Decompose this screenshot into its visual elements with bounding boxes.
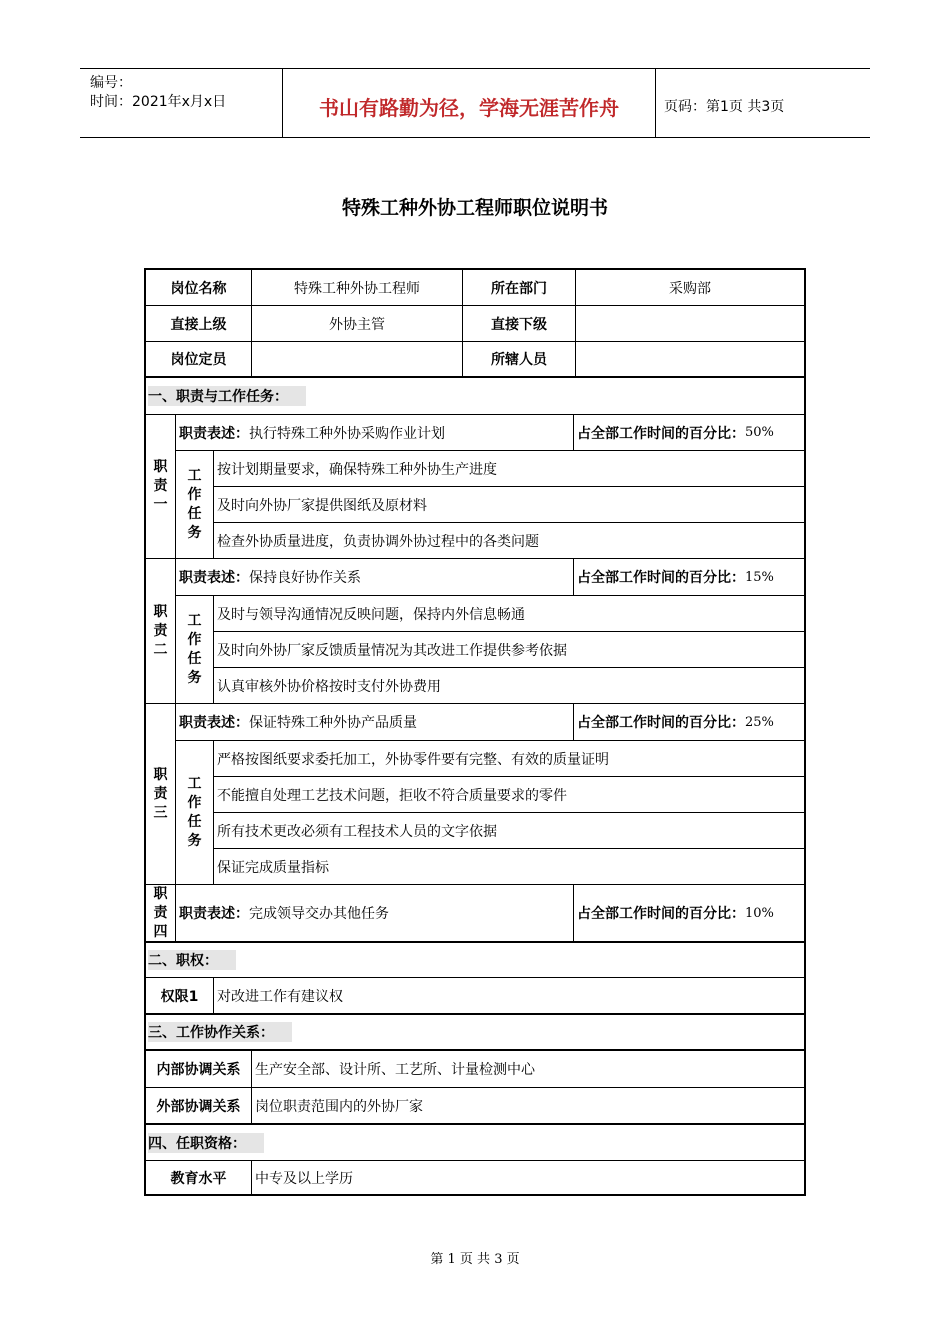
section-authority-title: 二、职权： — [148, 950, 236, 970]
subordinate-label: 直接下级 — [463, 306, 576, 342]
section-authority-header — [146, 943, 804, 978]
duty-2-statement-text: 保持良好协作关系 — [249, 570, 361, 586]
duty-2-percent-value: 15% — [745, 569, 774, 585]
position-name-label: 岗位名称 — [146, 270, 252, 306]
headcount-label: 岗位定员 — [146, 342, 252, 378]
section-duties-header — [146, 378, 804, 415]
duty-3-task-3: 所有技术更改必须有工程技术人员的文字依据 — [214, 813, 804, 849]
duty-4-percent — [574, 885, 804, 943]
duty-4-statement-text: 完成领导交办其他任务 — [249, 906, 389, 922]
duty-1-tasks-label-text: 工作任务 — [187, 467, 202, 541]
duty-1-percent — [574, 415, 804, 451]
duty-3-statement-text: 保证特殊工种外协产品质量 — [249, 715, 417, 731]
external-relations-value: 岗位职责范围内的外协厂家 — [252, 1088, 804, 1125]
authority-label: 权限1 — [146, 978, 214, 1015]
external-relations-label: 外部协调关系 — [146, 1088, 252, 1125]
duty-4-percent-value: 10% — [745, 905, 774, 921]
internal-relations-value: 生产安全部、设计所、工艺所、计量检测中心 — [252, 1051, 804, 1088]
duty-1-tasks-label — [176, 451, 214, 559]
duty-3-tasks-label — [176, 741, 214, 885]
duty-3-label-text: 职责三 — [153, 766, 168, 821]
duty-3-percent — [574, 704, 804, 741]
duty-2-task-1: 及时与领导沟通情况反映问题，保持内外信息畅通 — [214, 596, 804, 632]
superior-value: 外协主管 — [252, 306, 463, 342]
job-description-form — [144, 268, 806, 1196]
duty-2-label — [146, 559, 176, 704]
education-value: 中专及以上学历 — [255, 1170, 353, 1187]
staff-label: 所辖人员 — [463, 342, 576, 378]
duty-2-tasks-label — [176, 596, 214, 704]
duty-4-label-text: 职责四 — [153, 885, 168, 940]
responsibility-label: 职责表述： — [179, 715, 249, 731]
responsibility-label: 职责表述： — [179, 906, 249, 922]
duty-3-task-4: 保证完成质量指标 — [214, 849, 804, 885]
header-left-cell — [80, 69, 283, 137]
duty-2-task-3: 认真审核外协价格按时支付外协费用 — [214, 668, 804, 704]
department-value: 采购部 — [576, 270, 804, 306]
duty-2-statement — [176, 559, 574, 596]
page-header — [80, 68, 870, 138]
percent-label: 占全部工作时间的百分比： — [577, 715, 745, 731]
duty-1-label-text: 职责一 — [153, 459, 168, 513]
percent-label: 占全部工作时间的百分比： — [577, 425, 745, 442]
education-label: 教育水平 — [146, 1161, 252, 1194]
duty-2-tasks-label-text: 工作任务 — [187, 612, 202, 686]
superior-label: 直接上级 — [146, 306, 252, 342]
duty-2-label-text: 职责二 — [153, 603, 168, 658]
section-relations-title: 三、工作协作关系： — [148, 1022, 292, 1042]
duty-3-percent-value: 25% — [745, 714, 774, 730]
page-footer: 第 1 页 共 3 页 — [430, 1252, 520, 1267]
percent-label: 占全部工作时间的百分比： — [577, 906, 745, 922]
duty-1-task-2: 及时向外协厂家提供图纸及原材料 — [214, 487, 804, 523]
subordinate-value — [576, 306, 804, 342]
duty-1-statement-text: 执行特殊工种外协采购作业计划 — [249, 425, 445, 442]
section-qualifications-header — [146, 1125, 804, 1161]
duty-3-task-1: 严格按图纸要求委托加工，外协零件要有完整、有效的质量证明 — [214, 741, 804, 777]
duty-2-percent — [574, 559, 804, 596]
document-title: 特殊工种外协工程师职位说明书 — [341, 197, 608, 219]
duty-3-task-2: 不能擅自处理工艺技术问题，拒收不符合质量要求的零件 — [214, 777, 804, 813]
duty-4-statement — [176, 885, 574, 943]
internal-relations-label: 内部协调关系 — [146, 1051, 252, 1088]
duty-3-label — [146, 704, 176, 885]
percent-label: 占全部工作时间的百分比： — [577, 570, 745, 586]
section-relations-header — [146, 1015, 804, 1051]
duty-1-task-3: 检查外协质量进度，负责协调外协过程中的各类问题 — [214, 523, 804, 559]
duty-3-tasks-label-text: 工作任务 — [187, 775, 202, 849]
header-page-cell — [656, 69, 870, 137]
section-qualifications-title: 四、任职资格： — [148, 1133, 264, 1153]
duty-4-label — [146, 885, 176, 943]
department-label: 所在部门 — [463, 270, 576, 306]
headcount-value — [252, 342, 463, 378]
document-time-label: 时间：2021年x月x日 — [90, 94, 227, 110]
position-name-value: 特殊工种外协工程师 — [252, 270, 463, 306]
document-number-label: 编号： — [90, 75, 132, 91]
duty-1-percent-value: 50% — [745, 425, 774, 440]
header-motto-cell — [283, 69, 656, 137]
responsibility-label: 职责表述： — [179, 570, 249, 586]
authority-value: 对改进工作有建议权 — [214, 978, 804, 1015]
duty-1-task-1: 按计划期量要求，确保特殊工种外协生产进度 — [214, 451, 804, 487]
duty-1-label — [146, 415, 176, 559]
header-motto: 书山有路勤为径，学海无涯苦作舟 — [319, 96, 619, 120]
responsibility-label: 职责表述： — [179, 425, 249, 442]
duty-2-task-2: 及时向外协厂家反馈质量情况为其改进工作提供参考依据 — [214, 632, 804, 668]
section-duties-title: 一、职责与工作任务： — [148, 386, 306, 406]
staff-value — [576, 342, 804, 378]
duty-3-statement — [176, 704, 574, 741]
duty-1-statement — [176, 415, 574, 451]
header-page-number: 页码：第1页 共3页 — [664, 99, 785, 115]
